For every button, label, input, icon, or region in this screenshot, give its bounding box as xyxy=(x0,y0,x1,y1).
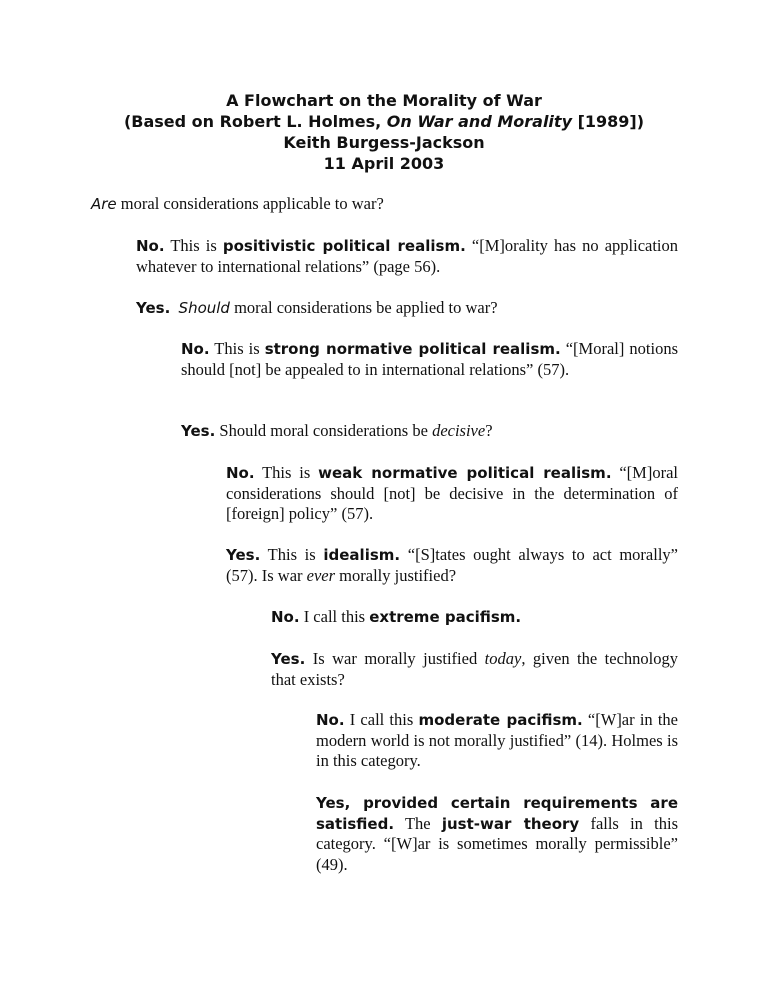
document-author: Keith Burgess-Jackson xyxy=(283,133,485,152)
book-title: On War and Morality xyxy=(386,112,572,131)
term-extreme-pacifism: extreme pacifism. xyxy=(369,608,522,626)
term-just-war-theory: just-war theory xyxy=(441,814,580,833)
answer-no-moderate-pacifism: No. I call this moderate pacifism. “[W]ar in the modern world is not morally justified” (14). Holmes is in this category. xyxy=(316,710,678,770)
answer-no-weak-realism: No. This is weak normative political realism. “[M]oral considerations should [not] be decisive in the determination of [foreign] policy” (57). xyxy=(226,463,678,523)
answer-no-strong-realism: No. This is strong normative political realism. “[Moral] notions should [not] be appealed to in international relations” (57). xyxy=(181,339,678,379)
answer-yes-just-war: Yes, provided certain requirements are satisfied. The just-war theory falls in this category. “[W]ar is sometimes morally permissible” (49). xyxy=(316,794,678,874)
answer-no-extreme-pacifism: No. I call this extreme pacifism. xyxy=(271,607,522,626)
term-weak-realism: weak normative political realism. xyxy=(318,464,612,482)
document-title: A Flowchart on the Morality of War xyxy=(226,91,542,110)
document-title-block xyxy=(0,90,768,174)
answer-yes-today: Yes. Is war morally justified today, given the technology that exists? xyxy=(271,649,678,689)
answer-yes-should-apply: Yes. Should moral considerations be applied to war? xyxy=(136,298,498,317)
answer-no-positivistic-realism: No. This is positivistic political realism. “[M]orality has no application whatever to international relations” (page 56). xyxy=(136,236,679,276)
term-moderate-pacifism: moderate pacifism. xyxy=(418,711,583,729)
answer-yes-idealism: Yes. This is idealism. “[S]tates ought always to act morally” (57). Is war ever morally justified? xyxy=(226,545,678,585)
term-positivistic-realism: positivistic political realism. xyxy=(222,237,466,255)
document-source-line: (Based on Robert L. Holmes, On War and Morality [1989]) xyxy=(123,112,645,131)
term-strong-realism: strong normative political realism. xyxy=(264,340,561,358)
question-applicable: Are moral considerations applicable to war? xyxy=(91,194,384,213)
term-idealism: idealism. xyxy=(323,546,401,564)
document-date: 11 April 2003 xyxy=(323,154,445,173)
answer-yes-decisive: Yes. Should moral considerations be decisive? xyxy=(181,421,493,440)
